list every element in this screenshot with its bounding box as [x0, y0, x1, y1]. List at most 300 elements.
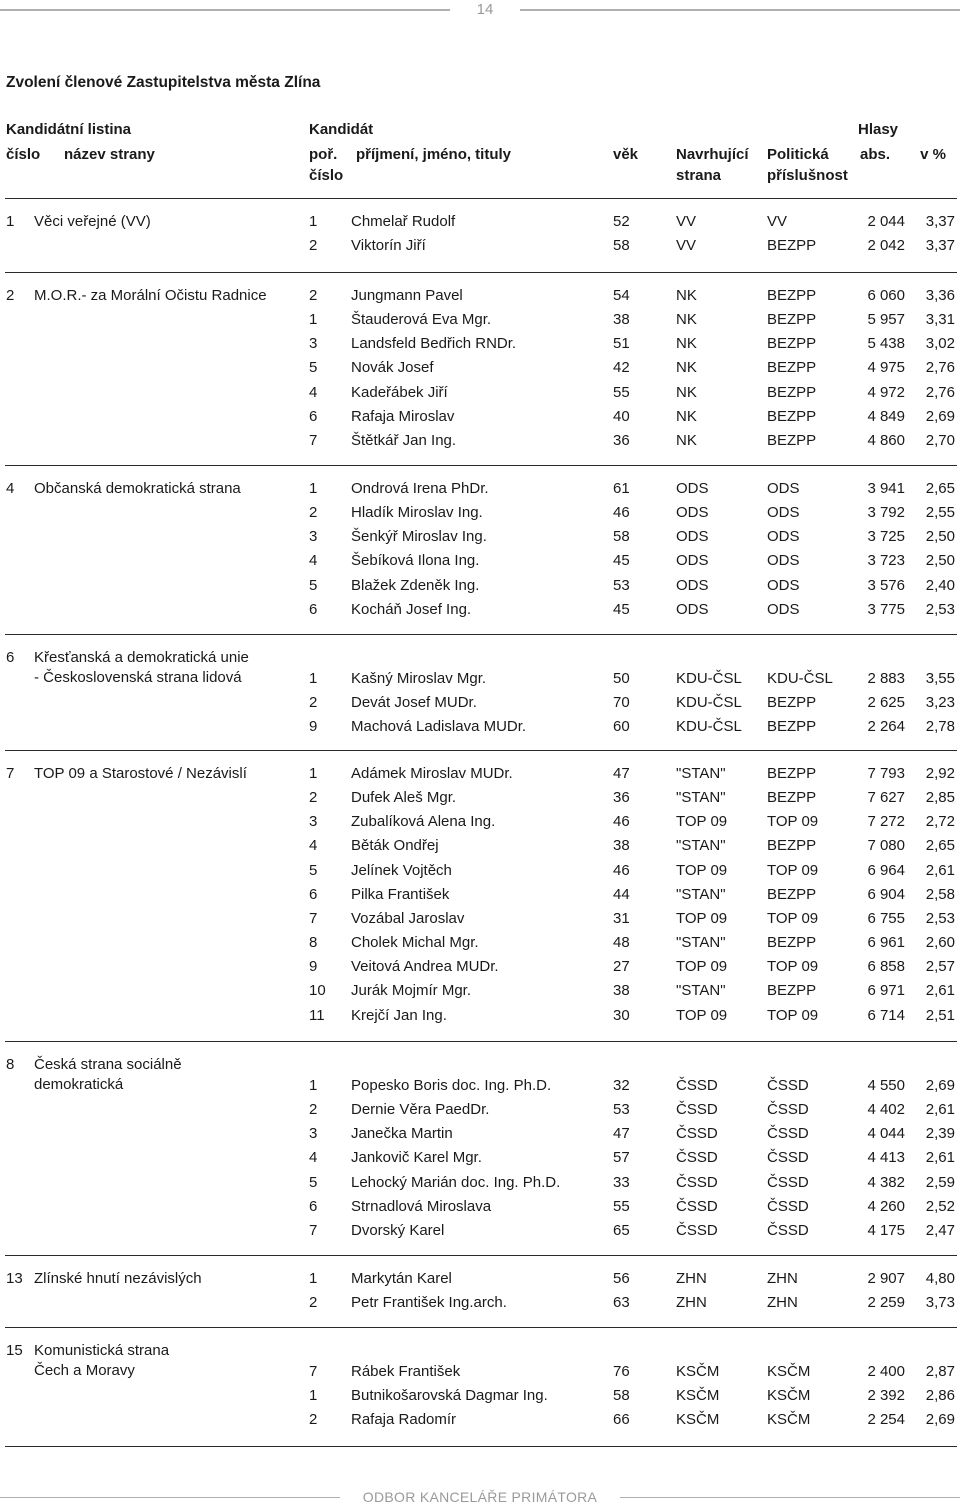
political-affiliation: BEZPP — [767, 359, 817, 376]
votes-percent: 2,40 — [925, 577, 955, 594]
candidate-age: 54 — [613, 287, 630, 304]
nominating-party: TOP 09 — [676, 813, 728, 830]
poradove-cislo: 2 — [309, 1294, 318, 1311]
candidate-name: Rafaja Miroslav — [351, 408, 455, 425]
candidate-name: Janečka Martin — [351, 1125, 453, 1142]
header-por-cislo: číslo — [309, 167, 344, 184]
poradove-cislo: 1 — [309, 480, 318, 497]
votes-absolute: 3 576 — [867, 577, 905, 594]
votes-absolute: 3 941 — [867, 480, 905, 497]
votes-absolute: 2 907 — [867, 1270, 905, 1287]
header-por: poř. — [309, 146, 338, 163]
party-number: 2 — [6, 287, 15, 304]
candidate-name: Novák Josef — [351, 359, 434, 376]
header-hlasy: Hlasy — [858, 121, 899, 138]
votes-percent: 3,55 — [925, 670, 955, 687]
candidate-age: 58 — [613, 237, 630, 254]
poradove-cislo: 5 — [309, 1174, 318, 1191]
votes-percent: 2,61 — [925, 982, 955, 999]
nominating-party: ODS — [676, 577, 709, 594]
candidate-age: 32 — [613, 1077, 630, 1094]
votes-absolute: 6 971 — [867, 982, 905, 999]
header-abs: abs. — [859, 146, 890, 163]
political-affiliation: TOP 09 — [767, 910, 819, 927]
group-separator — [5, 1041, 957, 1042]
poradove-cislo: 6 — [309, 1198, 318, 1215]
votes-absolute: 6 714 — [867, 1007, 905, 1024]
political-affiliation: ZHN — [767, 1294, 798, 1311]
party-name: Komunistická strana — [34, 1342, 170, 1359]
candidate-age: 52 — [613, 213, 630, 230]
political-affiliation: BEZPP — [767, 408, 817, 425]
political-affiliation: BEZPP — [767, 837, 817, 854]
votes-percent: 2,65 — [925, 480, 955, 497]
votes-percent: 2,76 — [925, 359, 955, 376]
candidate-age: 58 — [613, 528, 630, 545]
candidate-name: Jankovič Karel Mgr. — [351, 1149, 482, 1166]
poradove-cislo: 1 — [309, 670, 318, 687]
political-affiliation: ČSSD — [767, 1125, 809, 1142]
header-kandidatni-listina: Kandidátní listina — [6, 121, 132, 138]
votes-absolute: 5 438 — [867, 335, 905, 352]
poradove-cislo: 7 — [309, 1363, 318, 1380]
votes-percent: 2,61 — [925, 1101, 955, 1118]
candidate-name: Kadeřábek Jiří — [351, 384, 448, 401]
poradove-cislo: 4 — [309, 1149, 318, 1166]
political-affiliation: ČSSD — [767, 1222, 809, 1239]
header-rule-right — [520, 9, 960, 11]
votes-percent: 3,23 — [925, 694, 955, 711]
page-footer — [0, 1487, 960, 1507]
candidate-name: Chmelař Rudolf — [351, 213, 456, 230]
votes-absolute: 2 392 — [867, 1387, 905, 1404]
candidate-age: 76 — [613, 1363, 630, 1380]
group-separator — [5, 634, 957, 635]
party-number: 1 — [6, 213, 15, 230]
candidate-name: Pilka František — [351, 886, 450, 903]
political-affiliation: TOP 09 — [767, 862, 819, 879]
poradove-cislo: 7 — [309, 1222, 318, 1239]
political-affiliation: BEZPP — [767, 765, 817, 782]
nominating-party: KSČM — [676, 1387, 720, 1404]
candidate-name: Dufek Aleš Mgr. — [351, 789, 457, 806]
votes-percent: 2,51 — [925, 1007, 955, 1024]
candidate-name: Devát Josef MUDr. — [351, 694, 477, 711]
nominating-party: ČSSD — [676, 1222, 718, 1239]
candidate-age: 60 — [613, 718, 630, 735]
political-affiliation: KDU-ČSL — [767, 670, 833, 687]
candidate-age: 47 — [613, 1125, 630, 1142]
nominating-party: VV — [676, 237, 697, 254]
page-title: Zvolení členové Zastupitelstva města Zlína — [6, 74, 321, 91]
votes-absolute: 6 964 — [867, 862, 905, 879]
poradove-cislo: 2 — [309, 287, 318, 304]
party-name: Věci veřejné (VV) — [34, 213, 151, 230]
header-vek: věk — [613, 146, 639, 163]
nominating-party: VV — [676, 213, 697, 230]
candidate-age: 58 — [613, 1387, 630, 1404]
candidate-age: 38 — [613, 311, 630, 328]
poradove-cislo: 3 — [309, 335, 318, 352]
votes-percent: 2,92 — [925, 765, 955, 782]
party-name: demokratická — [34, 1076, 124, 1093]
political-affiliation: ODS — [767, 552, 800, 569]
political-affiliation: TOP 09 — [767, 958, 819, 975]
candidate-age: 55 — [613, 1198, 630, 1215]
candidate-name: Lehocký Marián doc. Ing. Ph.D. — [351, 1174, 561, 1191]
nominating-party: ČSSD — [676, 1077, 718, 1094]
footer-text: ODBOR KANCELÁŘE PRIMÁTORA — [362, 1489, 598, 1505]
candidate-age: 55 — [613, 384, 630, 401]
party-number: 4 — [6, 480, 15, 497]
nominating-party: ZHN — [676, 1294, 707, 1311]
votes-percent: 2,57 — [925, 958, 955, 975]
nominating-party: ODS — [676, 601, 709, 618]
nominating-party: "STAN" — [676, 886, 726, 903]
votes-absolute: 2 259 — [867, 1294, 905, 1311]
nominating-party: KDU-ČSL — [676, 718, 742, 735]
candidate-age: 42 — [613, 359, 630, 376]
candidate-age: 66 — [613, 1411, 630, 1428]
candidate-age: 44 — [613, 886, 630, 903]
poradove-cislo: 9 — [309, 718, 318, 735]
votes-percent: 2,86 — [925, 1387, 955, 1404]
group-separator — [5, 750, 957, 751]
votes-absolute: 6 961 — [867, 934, 905, 951]
votes-absolute: 7 080 — [867, 837, 905, 854]
party-number: 13 — [6, 1270, 23, 1287]
nominating-party: NK — [676, 335, 697, 352]
political-affiliation: BEZPP — [767, 694, 817, 711]
candidate-age: 50 — [613, 670, 630, 687]
candidate-age: 36 — [613, 789, 630, 806]
votes-percent: 4,80 — [925, 1270, 955, 1287]
political-affiliation: ČSSD — [767, 1198, 809, 1215]
nominating-party: "STAN" — [676, 934, 726, 951]
votes-absolute: 2 883 — [867, 670, 905, 687]
votes-percent: 2,47 — [925, 1222, 955, 1239]
candidate-age: 36 — [613, 432, 630, 449]
votes-percent: 3,37 — [925, 237, 955, 254]
candidate-name: Šenkýř Miroslav Ing. — [351, 528, 487, 545]
nominating-party: "STAN" — [676, 982, 726, 999]
group-separator — [5, 1327, 957, 1328]
votes-absolute: 3 723 — [867, 552, 905, 569]
nominating-party: ČSSD — [676, 1101, 718, 1118]
page-number: 14 — [476, 1, 494, 18]
political-affiliation: ODS — [767, 480, 800, 497]
candidate-age: 51 — [613, 335, 630, 352]
candidate-name: Rafaja Radomír — [351, 1411, 457, 1428]
candidate-name: Krejčí Jan Ing. — [351, 1007, 447, 1024]
votes-percent: 2,78 — [925, 718, 955, 735]
party-name: - Československá strana lidová — [34, 669, 242, 686]
candidate-age: 40 — [613, 408, 630, 425]
candidate-name: Machová Ladislava MUDr. — [351, 718, 527, 735]
candidate-name: Strnadlová Miroslava — [351, 1198, 492, 1215]
party-number: 7 — [6, 765, 15, 782]
votes-percent: 2,39 — [925, 1125, 955, 1142]
nominating-party: "STAN" — [676, 765, 726, 782]
candidate-age: 53 — [613, 1101, 630, 1118]
votes-percent: 2,53 — [925, 601, 955, 618]
poradove-cislo: 3 — [309, 528, 318, 545]
nominating-party: KSČM — [676, 1411, 720, 1428]
votes-absolute: 2 625 — [867, 694, 905, 711]
poradove-cislo: 4 — [309, 552, 318, 569]
candidate-age: 38 — [613, 837, 630, 854]
footer-rule-left — [0, 1497, 340, 1498]
poradove-cislo: 1 — [309, 1270, 318, 1287]
candidate-age: 57 — [613, 1149, 630, 1166]
candidate-age: 70 — [613, 694, 630, 711]
votes-percent: 2,69 — [925, 1077, 955, 1094]
poradove-cislo: 2 — [309, 789, 318, 806]
votes-absolute: 2 042 — [867, 237, 905, 254]
poradove-cislo: 1 — [309, 1387, 318, 1404]
candidate-age: 53 — [613, 577, 630, 594]
party-number: 6 — [6, 649, 15, 666]
candidate-age: 31 — [613, 910, 630, 927]
votes-absolute: 2 044 — [867, 213, 905, 230]
candidate-name: Veitová Andrea MUDr. — [351, 958, 499, 975]
political-affiliation: BEZPP — [767, 335, 817, 352]
nominating-party: ČSSD — [676, 1198, 718, 1215]
poradove-cislo: 5 — [309, 862, 318, 879]
nominating-party: ODS — [676, 480, 709, 497]
votes-percent: 2,70 — [925, 432, 955, 449]
poradove-cislo: 1 — [309, 765, 318, 782]
candidate-age: 46 — [613, 813, 630, 830]
votes-absolute: 7 793 — [867, 765, 905, 782]
political-affiliation: BEZPP — [767, 982, 817, 999]
poradove-cislo: 5 — [309, 359, 318, 376]
votes-percent: 2,69 — [925, 408, 955, 425]
header-cislo: číslo — [6, 146, 41, 163]
political-affiliation: VV — [767, 213, 788, 230]
candidate-name: Dvorský Karel — [351, 1222, 445, 1239]
votes-absolute: 6 858 — [867, 958, 905, 975]
poradove-cislo: 10 — [309, 982, 326, 999]
candidate-age: 46 — [613, 504, 630, 521]
candidate-name: Štětkář Jan Ing. — [351, 432, 457, 449]
nominating-party: NK — [676, 359, 697, 376]
candidate-name: Ondrová Irena PhDr. — [351, 480, 489, 497]
candidate-name: Šebíková Ilona Ing. — [351, 552, 480, 569]
nominating-party: ČSSD — [676, 1174, 718, 1191]
political-affiliation: KSČM — [767, 1387, 811, 1404]
candidate-name: Štauderová Eva Mgr. — [351, 311, 492, 328]
political-affiliation: BEZPP — [767, 287, 817, 304]
votes-percent: 2,69 — [925, 1411, 955, 1428]
candidate-age: 46 — [613, 862, 630, 879]
candidate-name: Zubalíková Alena Ing. — [351, 813, 496, 830]
poradove-cislo: 7 — [309, 910, 318, 927]
votes-percent: 2,59 — [925, 1174, 955, 1191]
votes-absolute: 4 975 — [867, 359, 905, 376]
nominating-party: KSČM — [676, 1363, 720, 1380]
party-name: TOP 09 a Starostové / Nezávislí — [34, 765, 247, 782]
votes-absolute: 4 260 — [867, 1198, 905, 1215]
nominating-party: ZHN — [676, 1270, 707, 1287]
political-affiliation: ZHN — [767, 1270, 798, 1287]
votes-absolute: 4 413 — [867, 1149, 905, 1166]
votes-percent: 2,61 — [925, 862, 955, 879]
nominating-party: ČSSD — [676, 1125, 718, 1142]
nominating-party: "STAN" — [676, 837, 726, 854]
political-affiliation: ČSSD — [767, 1077, 809, 1094]
votes-absolute: 3 775 — [867, 601, 905, 618]
political-affiliation: ČSSD — [767, 1174, 809, 1191]
candidate-name: Dernie Věra PaedDr. — [351, 1101, 490, 1118]
party-name: Občanská demokratická strana — [34, 480, 241, 497]
political-affiliation: BEZPP — [767, 718, 817, 735]
candidate-age: 47 — [613, 765, 630, 782]
votes-percent: 3,02 — [925, 335, 955, 352]
nominating-party: NK — [676, 384, 697, 401]
poradove-cislo: 6 — [309, 601, 318, 618]
poradove-cislo: 9 — [309, 958, 318, 975]
candidate-name: Blažek Zdeněk Ing. — [351, 577, 480, 594]
candidate-age: 30 — [613, 1007, 630, 1024]
votes-absolute: 2 264 — [867, 718, 905, 735]
votes-absolute: 7 627 — [867, 789, 905, 806]
political-affiliation: ODS — [767, 504, 800, 521]
nominating-party: NK — [676, 432, 697, 449]
votes-absolute: 4 044 — [867, 1125, 905, 1142]
candidate-age: 61 — [613, 480, 630, 497]
group-separator — [5, 1255, 957, 1256]
candidate-name: Petr František Ing.arch. — [351, 1294, 507, 1311]
header-nazev-strany: název strany — [64, 146, 155, 163]
candidate-age: 45 — [613, 601, 630, 618]
political-affiliation: BEZPP — [767, 384, 817, 401]
poradove-cislo: 1 — [309, 311, 318, 328]
votes-absolute: 4 849 — [867, 408, 905, 425]
political-affiliation: BEZPP — [767, 432, 817, 449]
poradove-cislo: 8 — [309, 934, 318, 951]
political-affiliation: ODS — [767, 577, 800, 594]
nominating-party: ODS — [676, 528, 709, 545]
party-number: 8 — [6, 1056, 15, 1073]
candidate-name: Jelínek Vojtěch — [351, 862, 452, 879]
party-name: Čech a Moravy — [34, 1362, 135, 1379]
votes-percent: 2,87 — [925, 1363, 955, 1380]
poradove-cislo: 2 — [309, 504, 318, 521]
votes-absolute: 3 725 — [867, 528, 905, 545]
header-rule-left — [0, 9, 450, 11]
votes-absolute: 4 550 — [867, 1077, 905, 1094]
party-number: 15 — [6, 1342, 23, 1359]
political-affiliation: TOP 09 — [767, 1007, 819, 1024]
votes-percent: 2,65 — [925, 837, 955, 854]
candidate-name: Hladík Miroslav Ing. — [351, 504, 483, 521]
political-affiliation: BEZPP — [767, 311, 817, 328]
candidate-age: 48 — [613, 934, 630, 951]
candidate-name: Jungmann Pavel — [351, 287, 463, 304]
political-affiliation: BEZPP — [767, 237, 817, 254]
candidate-name: Adámek Miroslav MUDr. — [351, 765, 513, 782]
poradove-cislo: 5 — [309, 577, 318, 594]
group-separator — [5, 1446, 957, 1447]
political-affiliation: BEZPP — [767, 886, 817, 903]
political-affiliation: KSČM — [767, 1411, 811, 1428]
political-affiliation: ODS — [767, 528, 800, 545]
votes-percent: 2,61 — [925, 1149, 955, 1166]
candidate-name: Popesko Boris doc. Ing. Ph.D. — [351, 1077, 552, 1094]
votes-absolute: 6 755 — [867, 910, 905, 927]
nominating-party: ODS — [676, 504, 709, 521]
nominating-party: KDU-ČSL — [676, 694, 742, 711]
votes-percent: 2,53 — [925, 910, 955, 927]
candidate-name: Jurák Mojmír Mgr. — [351, 982, 472, 999]
votes-percent: 2,60 — [925, 934, 955, 951]
header-pct: v % — [920, 146, 946, 163]
political-affiliation: ČSSD — [767, 1149, 809, 1166]
political-affiliation: ODS — [767, 601, 800, 618]
poradove-cislo: 4 — [309, 384, 318, 401]
votes-percent: 2,50 — [925, 552, 955, 569]
poradove-cislo: 3 — [309, 1125, 318, 1142]
candidate-name: Landsfeld Bedřich RNDr. — [351, 335, 517, 352]
votes-absolute: 4 382 — [867, 1174, 905, 1191]
nominating-party: NK — [676, 311, 697, 328]
poradove-cislo: 6 — [309, 408, 318, 425]
votes-percent: 2,55 — [925, 504, 955, 521]
poradove-cislo: 2 — [309, 1101, 318, 1118]
nominating-party: TOP 09 — [676, 862, 728, 879]
votes-absolute: 2 254 — [867, 1411, 905, 1428]
header-navrhujici-strana: strana — [676, 167, 722, 184]
poradove-cislo: 11 — [309, 1007, 325, 1024]
nominating-party: NK — [676, 287, 697, 304]
votes-absolute: 7 272 — [867, 813, 905, 830]
party-name: Zlínské hnutí nezávislých — [34, 1270, 202, 1287]
candidate-age: 27 — [613, 958, 630, 975]
political-affiliation: TOP 09 — [767, 813, 819, 830]
page-header — [0, 0, 960, 20]
votes-absolute: 4 972 — [867, 384, 905, 401]
candidate-name: Butnikošarovská Dagmar Ing. — [351, 1387, 548, 1404]
votes-percent: 2,72 — [925, 813, 955, 830]
votes-percent: 3,36 — [925, 287, 955, 304]
party-name: Křesťanská a demokratická unie — [34, 649, 249, 666]
poradove-cislo: 2 — [309, 694, 318, 711]
political-affiliation: BEZPP — [767, 789, 817, 806]
nominating-party: TOP 09 — [676, 958, 728, 975]
candidate-age: 56 — [613, 1270, 630, 1287]
candidate-age: 45 — [613, 552, 630, 569]
candidate-age: 65 — [613, 1222, 630, 1239]
votes-percent: 2,52 — [925, 1198, 955, 1215]
candidate-age: 33 — [613, 1174, 630, 1191]
political-affiliation: ČSSD — [767, 1101, 809, 1118]
poradove-cislo: 3 — [309, 813, 318, 830]
votes-percent: 2,85 — [925, 789, 955, 806]
candidate-name: Cholek Michal Mgr. — [351, 934, 479, 951]
header-separator — [5, 198, 957, 199]
votes-absolute: 4 860 — [867, 432, 905, 449]
votes-percent: 2,50 — [925, 528, 955, 545]
candidate-name: Markytán Karel — [351, 1270, 452, 1287]
candidate-age: 63 — [613, 1294, 630, 1311]
header-kandidat: Kandidát — [309, 121, 374, 138]
candidate-name: Běták Ondřej — [351, 837, 439, 854]
poradove-cislo: 1 — [309, 1077, 318, 1094]
poradove-cislo: 7 — [309, 432, 318, 449]
poradove-cislo: 1 — [309, 213, 318, 230]
nominating-party: TOP 09 — [676, 910, 728, 927]
